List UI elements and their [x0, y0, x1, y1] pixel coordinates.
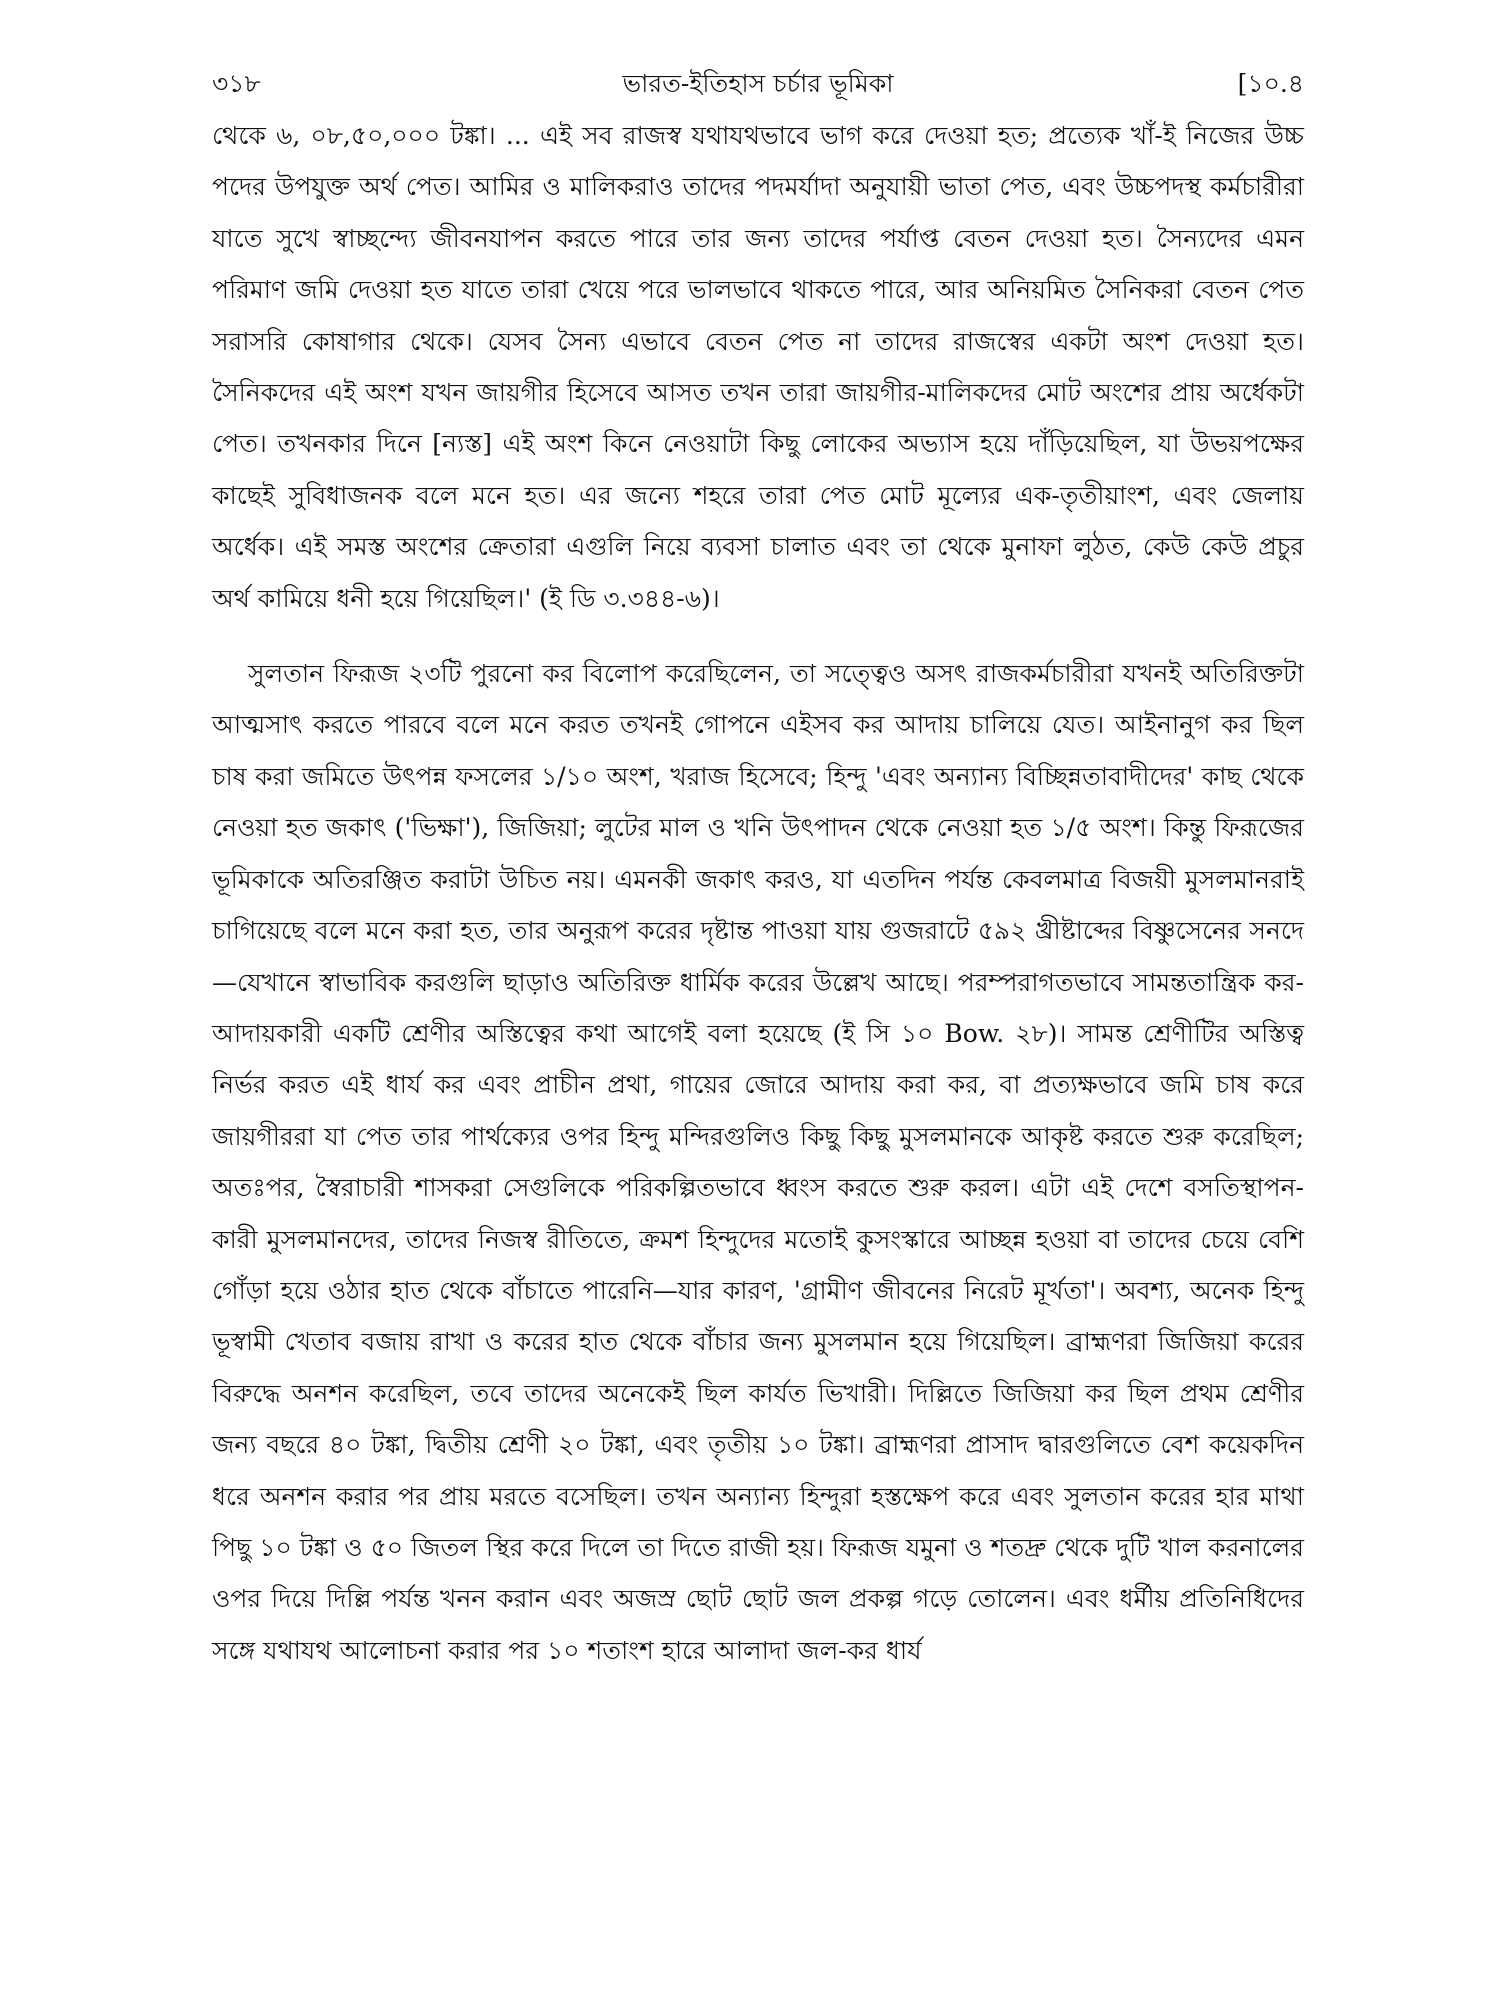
section-number: [১০.৪	[1237, 69, 1304, 98]
running-header	[212, 58, 1304, 110]
page-number: ৩১৮	[212, 69, 261, 98]
running-title: ভারত-ইতিহাস চর্চার ভূমিকা	[622, 69, 894, 98]
book-page	[212, 58, 1304, 1938]
paragraph-quote-continuation: থেকে ৬, ০৮,৫০,০০০ টঙ্কা। ... এই সব রাজস্ব যথাযথভাবে ভাগ করে দেওয়া হত; প্রত্যেক খাঁ-ই নিজের উচ্চ পদের উপযুক্ত অর্থ পেত। আমির ও মালিকরাও তাদের পদমর্যাদা অনুযায়ী ভাতা পেত, এবং উচ্চপদস্থ কর্মচারীরা যাতে সুখে স্বাচ্ছন্দ্যে জীবনযাপন করতে পারে তার জন্য তাদের পর্যাপ্ত বেতন দেওয়া হত। সৈন্যদের এমন পরিমাণ জমি দেওয়া হত যাতে তারা খেয়ে পরে ভালভাবে থাকতে পারে, আর অনিয়মিত সৈনিকরা বেতন পেত সরাসরি কোষাগার থেকে। যেসব সৈন্য এভাবে বেতন পেত না তাদের রাজস্বের একটা অংশ দেওয়া হত। সৈনিকদের এই অংশ যখন জায়গীর হিসেবে আসত তখন তারা জায়গীর-মালিকদের মোট অংশের প্রায় অর্ধেকটা পেত। তখনকার দিনে [ন্যস্ত] এই অংশ কিনে নেওয়াটা কিছু লোকের অভ্যাস হয়ে দাঁড়িয়েছিল, যা উভয়পক্ষের কাছেই সুবিধাজনক বলে মনে হত। এর জন্যে শহরে তারা পেত মোট মূল্যের এক-তৃতীয়াংশ, এবং জেলায় অর্ধেক। এই সমস্ত অংশের ক্রেতারা এগুলি নিয়ে ব্যবসা চালাত এবং তা থেকে মুনাফা লুঠত, কেউ কেউ প্রচুর অর্থ কামিয়ে ধনী হয়ে গিয়েছিল।' (ই ডি ৩.৩৪৪-৬)।	[212, 121, 1304, 613]
paragraph-firuz-taxes: সুলতান ফিরূজ ২৩টি পুরনো কর বিলোপ করেছিলেন, তা সত্ত্বেও অসৎ রাজকর্মচারীরা যখনই অতিরিক্তটা আত্মসাৎ করতে পারবে বলে মনে করত তখনই গোপনে এইসব কর আদায় চালিয়ে যেত। আইনানুগ কর ছিল চাষ করা জমিতে উৎপন্ন ফসলের ১/১০ অংশ, খরাজ হিসেবে; হিন্দু 'এবং অন্যান্য বিচ্ছিন্নতাবাদীদের' কাছ থেকে নেওয়া হত জকাৎ ('ভিক্ষা'), জিজিয়া; লুটের মাল ও খনি উৎপাদন থেকে নেওয়া হত ১/৫ অংশ। কিন্তু ফিরূজের ভূমিকাকে অতিরঞ্জিত করাটা উচিত নয়। এমনকী জকাৎ করও, যা এতদিন পর্যন্ত কেবলমাত্র বিজয়ী মুসলমানরাই চাগিয়েছে বলে মনে করা হত, তার অনুরূপ করের দৃষ্টান্ত পাওয়া যায় গুজরাটে ৫৯২ খ্রীষ্টাব্দের বিষ্ণুসেনের সনদে—যেখানে স্বাভাবিক করগুলি ছাড়াও অতিরিক্ত ধার্মিক করের উল্লেখ আছে। পরম্পরাগতভাবে সামন্ততান্ত্রিক কর-আদায়কারী একটি শ্রেণীর অস্তিত্বের কথা আগেই বলা হয়েছে (ই সি ১০ Bow. ২৮)। সামন্ত শ্রেণীটির অস্তিত্ব নির্ভর করত এই ধার্য কর এবং প্রাচীন প্রথা, গায়ের জোরে আদায় করা কর, বা প্রত্যক্ষভাবে জমি চাষ করে জায়গীররা যা পেত তার পার্থক্যের ওপর হিন্দু মন্দিরগুলিও কিছু কিছু মুসলমানকে আকৃষ্ট করতে শুরু করেছিল; অতঃপর, স্বৈরাচারী শাসকরা সেগুলিকে পরিকল্পিতভাবে ধ্বংস করতে শুরু করল। এটা এই দেশে বসতিস্থাপন-কারী মুসলমানদের, তাদের নিজস্ব রীতিতে, ক্রমশ হিন্দুদের মতোই কুসংস্কারে আচ্ছন্ন হওয়া বা তাদের চেয়ে বেশি গোঁড়া হয়ে ওঠার হাত থেকে বাঁচাতে পারেনি—যার কারণ, 'গ্রামীণ জীবনের নিরেট মূর্খতা'। অবশ্য, অনেক হিন্দু ভূস্বামী খেতাব বজায় রাখা ও করের হাত থেকে বাঁচার জন্য মুসলমান হয়ে গিয়েছিল। ব্রাহ্মণরা জিজিয়া করের বিরুদ্ধে অনশন করেছিল, তবে তাদের অনেকেই ছিল কার্যত ভিখারী। দিল্লিতে জিজিয়া কর ছিল প্রথম শ্রেণীর জন্য বছরে ৪০ টঙ্কা, দ্বিতীয় শ্রেণী ২০ টঙ্কা, এবং তৃতীয় ১০ টঙ্কা। ব্রাহ্মণরা প্রাসাদ দ্বারগুলিতে বেশ কয়েকদিন ধরে অনশন করার পর প্রায় মরতে বসেছিল। তখন অন্যান্য হিন্দুরা হস্তক্ষেপ করে এবং সুলতান করের হার মাথা পিছু ১০ টঙ্কা ও ৫০ জিতল স্থির করে দিলে তা দিতে রাজী হয়। ফিরূজ যমুনা ও শতদ্রু থেকে দুটি খাল করনালের ওপর দিয়ে দিল্লি পর্যন্ত খনন করান এবং অজস্র ছোট ছোট জল প্রকল্প গড়ে তোলেন। এবং ধর্মীয় প্রতিনিধিদের সঙ্গে যথাযথ আলোচনা করার পর ১০ শতাংশ হারে আলাদা জল-কর ধার্য	[212, 659, 1304, 1665]
